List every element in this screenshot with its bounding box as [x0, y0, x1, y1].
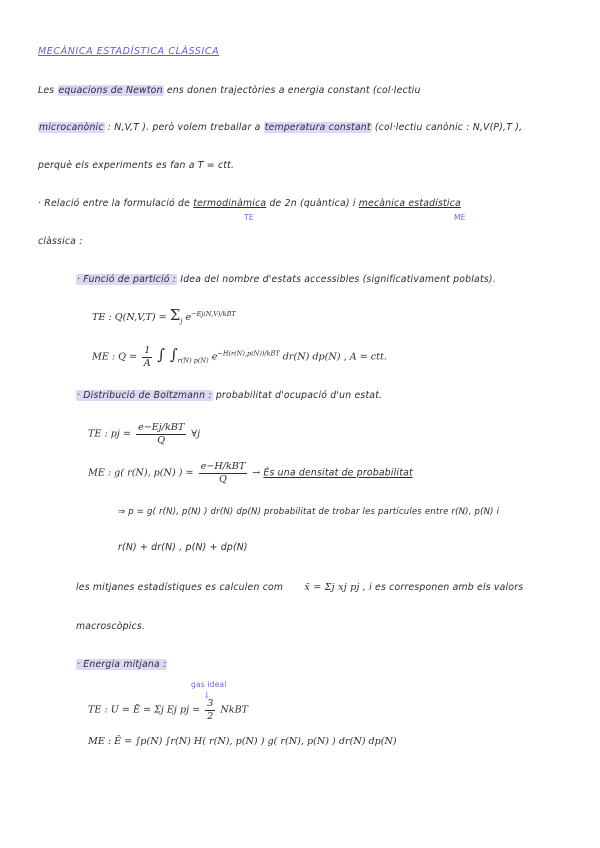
boltzmann-me-den: Q — [218, 473, 227, 485]
particio-te-exp: −Ej(N,V)/kBT — [191, 309, 236, 318]
particio-desc: Idea del nombre d'estats accessibles (significativament poblats). — [180, 274, 496, 285]
sum-symbol: Σ — [169, 306, 181, 324]
energia-me-label: ME : — [88, 736, 112, 747]
page-title: MECÀNICA ESTADÍSTICA CLÀSSICA — [38, 46, 220, 57]
energia-me-formula: Ē = ∫p(N) ∫r(N) H( r(N), p(N) ) g( r(N), p(N) ) dr(N) dp(N) — [114, 736, 397, 747]
boltzmann-me-frac — [199, 461, 248, 485]
intro-les: Les — [38, 85, 55, 96]
termodinamica-text: termodinàmica — [193, 198, 267, 209]
boltzmann-line-5 — [76, 582, 523, 593]
intro-line-1 — [38, 85, 421, 96]
mitjanes-rest: , i es corresponen amb els valors — [362, 582, 524, 593]
particio-me-eq — [92, 345, 387, 369]
boltzmann-te-label: TE : — [88, 428, 108, 440]
particio-me-label: ME : — [92, 351, 116, 363]
energia-me-eq — [88, 736, 397, 747]
relacio-line-2: clàssica : — [38, 236, 83, 247]
particio-label: · Funció de partició : — [77, 274, 177, 285]
energia-te-tail: NkBT — [220, 704, 249, 716]
particio-me-const: , A = ctt. — [343, 351, 387, 363]
energia-te-den: 2 — [207, 710, 214, 722]
energia-te-eq — [88, 698, 248, 722]
boltzmann-me-num: e−H/kBT — [200, 461, 246, 472]
sum-index: j — [180, 316, 183, 325]
boltzmann-me-label: ME : — [88, 467, 112, 479]
anno-me: ME — [454, 213, 466, 222]
anno-te: TE — [244, 213, 254, 222]
arrow-icon: → — [252, 467, 261, 479]
gas-ideal-note: gas ideal — [191, 680, 227, 689]
mitjanes-text: les mitjanes estadístiques es calculen com — [76, 582, 284, 593]
boltzmann-label: · Distribució de Boltzmann : — [77, 390, 212, 401]
intro-l2-mid: : N,V,T ). però volem treballar a — [107, 122, 261, 133]
energia-te-frac — [205, 698, 215, 722]
microcanonic-highlight: microcanònic — [39, 122, 104, 133]
boltzmann-line-6: macroscòpics. — [76, 621, 146, 632]
mitjana-formula: x̄ = Σj xj pj — [304, 582, 360, 593]
particio-me-tail: dr(N) dp(N) — [282, 351, 341, 363]
particio-me-exp: −H(r(N),p(N))/kBT — [217, 349, 280, 358]
intro-line-3: perquè els experiments es fan a T = ctt. — [38, 160, 235, 171]
intro-l2-rest: (col·lectiu canònic : N,V(P),T ), — [374, 122, 523, 133]
boltzmann-me-eq — [88, 461, 413, 485]
relacio-line-1 — [38, 198, 461, 209]
boltzmann-te-lhs: pj = — [110, 428, 131, 440]
boltzmann-te-frac — [136, 422, 186, 446]
energia-te-label: TE : — [88, 704, 108, 716]
boltzmann-forall: ∀j — [191, 428, 201, 440]
temperature-highlight: temperatura constant — [264, 122, 371, 133]
double-integral: ∫ ∫ — [157, 345, 178, 364]
particio-te-label: TE : — [92, 312, 112, 323]
newton-highlight: equacions de Newton — [58, 85, 163, 96]
boltzmann-heading — [76, 390, 382, 401]
relacio-mid: de 2n (quàntica) i — [269, 198, 356, 209]
boltzmann-te-den: Q — [157, 434, 166, 446]
boltzmann-te-num: e−Ej/kBT — [138, 422, 185, 433]
relacio-start: · Relació entre la formulació de — [38, 198, 191, 209]
particio-me-lhs: Q = — [118, 351, 138, 363]
particio-me-frac — [142, 345, 152, 369]
frac-num: 1 — [144, 345, 151, 356]
energia-heading — [76, 659, 167, 670]
boltzmann-line-4: r(N) + dr(N) , p(N) + dp(N) — [118, 542, 248, 553]
integral-limits: r(N) p(N) — [177, 356, 209, 365]
me-exp-base: e — [211, 351, 218, 363]
particio-te-eq — [92, 306, 236, 325]
intro-l1-rest: ens donen trajectòries a energia constant (col·lectiu — [166, 85, 421, 96]
intro-line-2 — [38, 122, 522, 133]
particio-heading — [76, 274, 496, 285]
prob-formula: ⇒ p = g( r(N), p(N) ) dr(N) dp(N) — [118, 507, 262, 517]
energia-te-formula: U = Ē = Σj Ej pj = — [110, 704, 201, 716]
particio-te-lhs: Q(N,V,T) = — [114, 312, 167, 323]
boltzmann-desc: probabilitat d'ocupació d'un estat. — [215, 390, 383, 401]
boltzmann-me-lhs: g( r(N), p(N) ) = — [114, 467, 194, 479]
mecanica-estadistica-text: mecànica estadística — [358, 198, 461, 209]
exp-base: e — [185, 312, 192, 323]
down-arrow-icon: ↓ — [203, 691, 211, 701]
boltzmann-line-3 — [118, 507, 499, 517]
boltzmann-te-eq — [88, 422, 200, 446]
frac-den: A — [143, 357, 151, 369]
densitat-text: És una densitat de probabilitat — [263, 467, 413, 479]
energia-te-num: 3 — [207, 698, 214, 709]
prob-desc: probabilitat de trobar les partícules entre r(N), p(N) i — [264, 507, 500, 517]
energia-label: · Energia mitjana : — [77, 659, 167, 670]
